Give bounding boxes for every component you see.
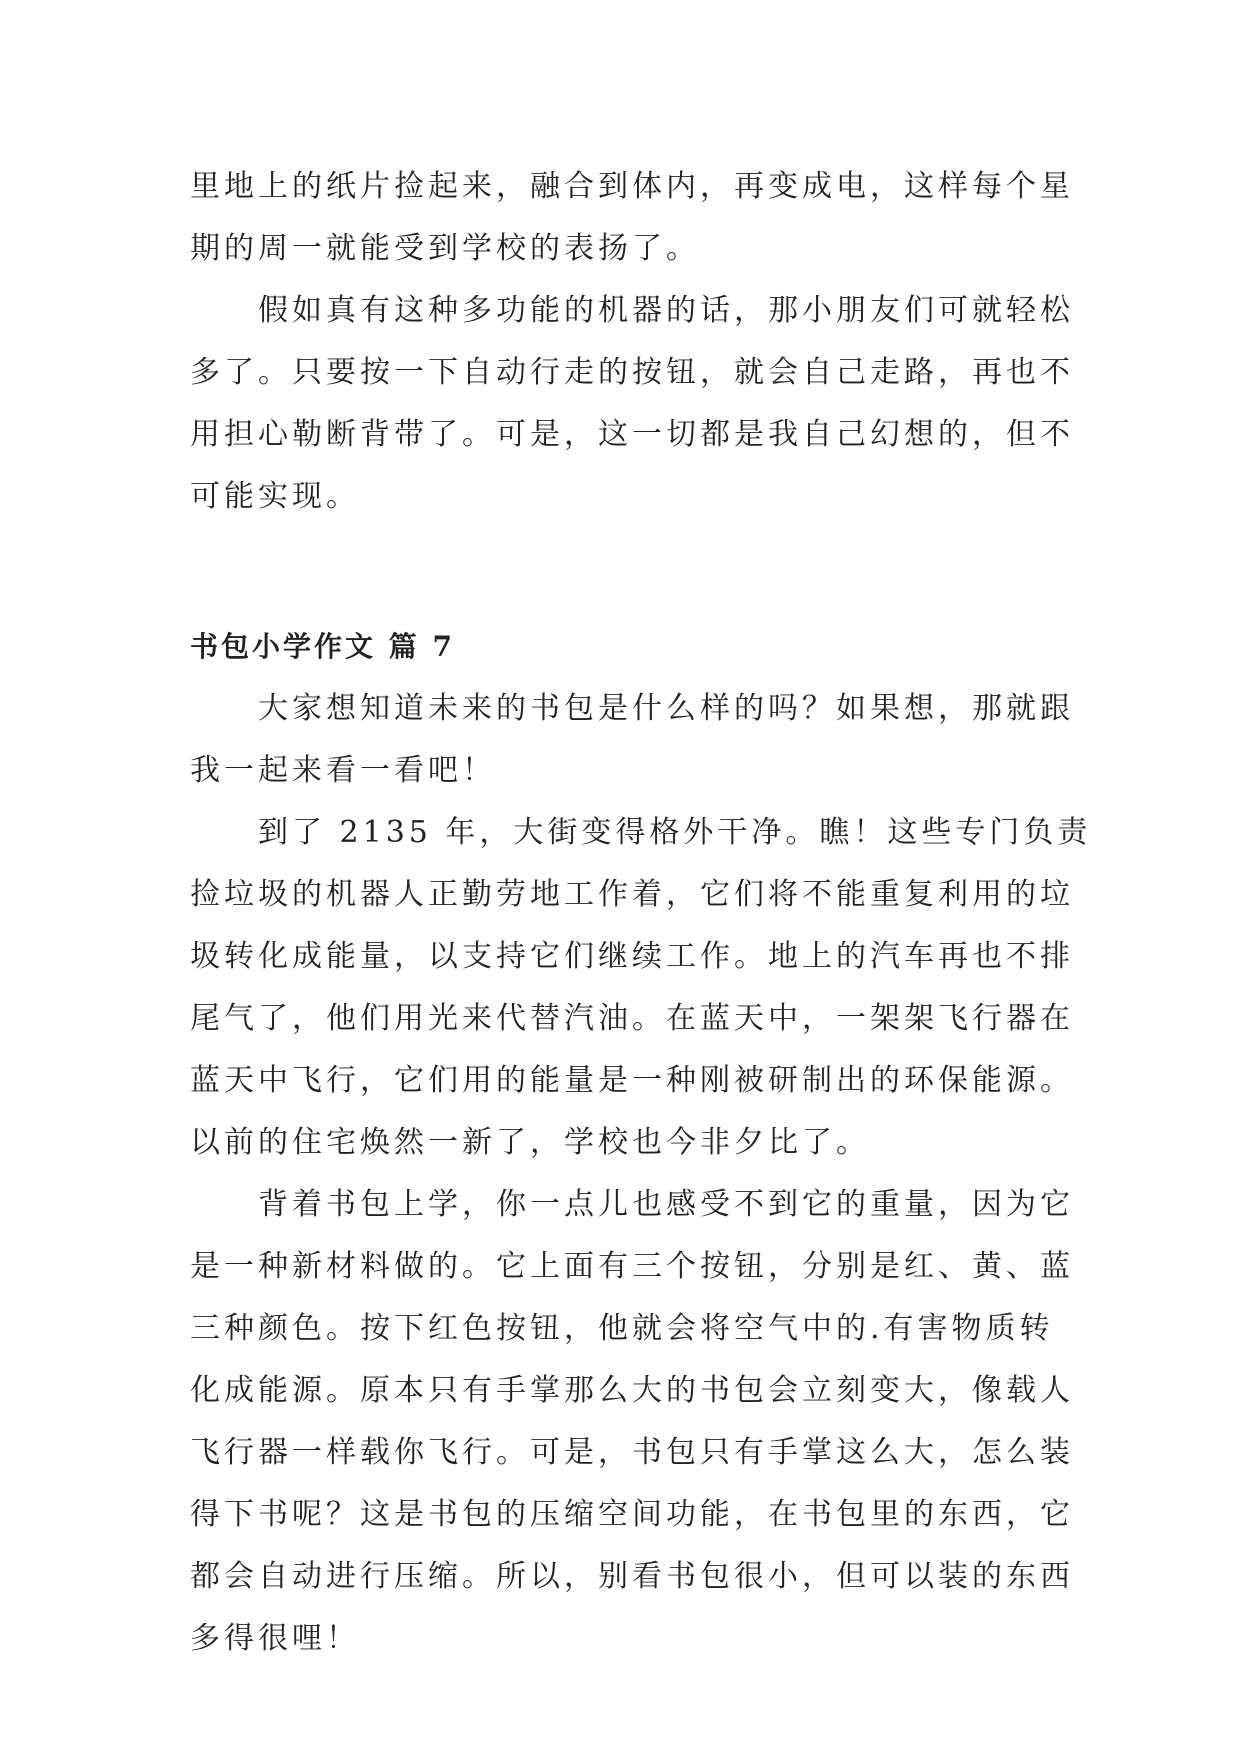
text-line: 尾气了，他们用光来代替汽油。在蓝天中，一架架飞行器在 bbox=[190, 1001, 1074, 1036]
paragraph-bag bbox=[190, 1174, 1074, 1670]
text-line: 期的周一就能受到学校的表扬了。 bbox=[190, 231, 700, 266]
text-line: 都会自动进行压缩。所以，别看书包很小，但可以装的东西 bbox=[190, 1559, 1074, 1594]
text-line: 圾转化成能量，以支持它们继续工作。地上的汽车再也不排 bbox=[190, 939, 1074, 974]
text-line: 飞行器一样载你飞行。可是，书包只有手掌这么大，怎么装 bbox=[190, 1435, 1074, 1470]
section-title: 书包小学作文 篇 7 bbox=[190, 630, 455, 663]
text-line: 是一种新材料做的。它上面有三个按钮，分别是红、黄、蓝 bbox=[190, 1249, 1074, 1284]
paragraph-continuation bbox=[190, 156, 1074, 280]
text-line: 到了 2135 年，大街变得格外干净。瞧！这些专门负责 bbox=[258, 815, 1092, 850]
text-line: 用担心勒断背带了。可是，这一切都是我自己幻想的，但不 bbox=[190, 417, 1074, 452]
paragraph-machine bbox=[190, 280, 1074, 528]
text-line: 捡垃圾的机器人正勤劳地工作着，它们将不能重复利用的垃 bbox=[190, 877, 1074, 912]
text-line: 背着书包上学，你一点儿也感受不到它的重量，因为它 bbox=[258, 1187, 1074, 1222]
text-line: 得下书呢？这是书包的压缩空间功能，在书包里的东西，它 bbox=[190, 1497, 1074, 1532]
text-line: 大家想知道未来的书包是什么样的吗？如果想，那就跟 bbox=[258, 691, 1074, 726]
text-line: 多得很哩！ bbox=[190, 1621, 360, 1656]
text-line: 蓝天中飞行，它们用的能量是一种刚被研制出的环保能源。 bbox=[190, 1063, 1074, 1098]
text-line: 可能实现。 bbox=[190, 479, 360, 514]
text-line: 里地上的纸片捡起来，融合到体内，再变成电，这样每个星 bbox=[190, 169, 1074, 204]
text-line: 多了。只要按一下自动行走的按钮，就会自己走路，再也不 bbox=[190, 355, 1074, 390]
paragraph-2135 bbox=[190, 802, 1092, 1174]
paragraph-intro bbox=[190, 678, 1074, 802]
text-line: 化成能源。原本只有手掌那么大的书包会立刻变大，像载人 bbox=[190, 1373, 1074, 1408]
document-body bbox=[190, 156, 1092, 1670]
text-line: 以前的住宅焕然一新了，学校也今非夕比了。 bbox=[190, 1125, 870, 1160]
text-line: 三种颜色。按下红色按钮，他就会将空气中的.有害物质转 bbox=[190, 1311, 1054, 1346]
text-line: 假如真有这种多功能的机器的话，那小朋友们可就轻松 bbox=[258, 293, 1074, 328]
text-line: 我一起来看一看吧！ bbox=[190, 753, 496, 788]
section-spacer bbox=[190, 528, 1070, 616]
